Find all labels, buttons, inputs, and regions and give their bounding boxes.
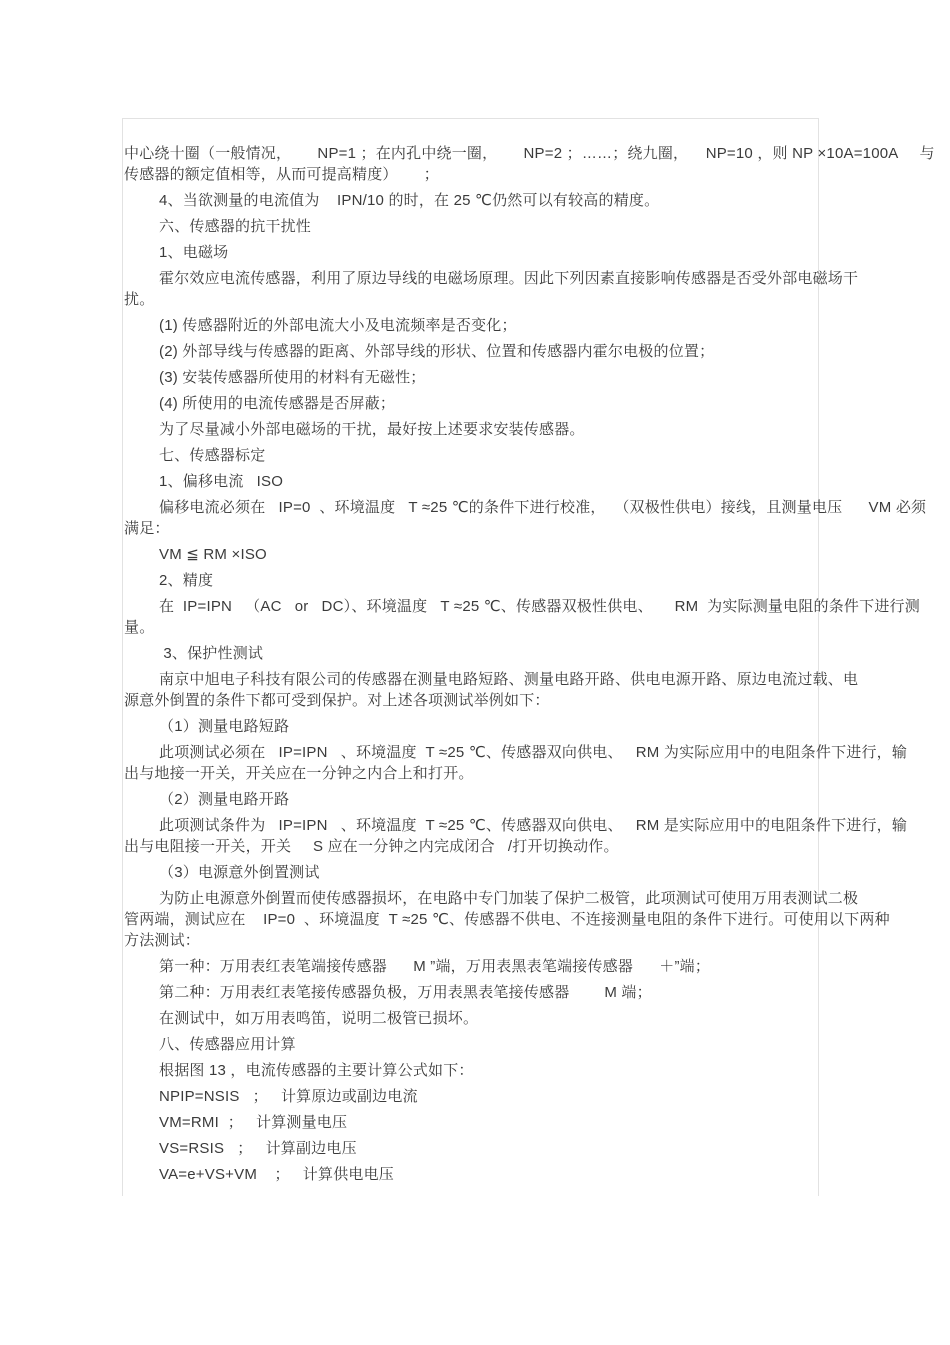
text-line: 量。 bbox=[124, 619, 155, 636]
text-line: VS=RSIS ； 计算副边电压 bbox=[159, 1140, 357, 1157]
text-line: 第一种：万用表红表笔端接传感器 M ”端，万用表黑表笔端接传感器 ＋”端； bbox=[159, 958, 711, 975]
document-body bbox=[124, 143, 935, 1185]
paragraph bbox=[124, 367, 818, 388]
paragraph bbox=[124, 982, 818, 1003]
paragraph bbox=[124, 596, 920, 638]
text-line: (2) 外部导线与传感器的距离、外部导线的形状、位置和传感器内霍尔电极的位置； bbox=[159, 343, 715, 360]
paragraph bbox=[124, 669, 859, 711]
text-line: 七、传感器标定 bbox=[159, 447, 266, 464]
text-line: 六、传感器的抗干扰性 bbox=[159, 218, 312, 235]
text-line: 偏移电流必须在 IP=0 、环境温度 T ≈25 ℃的条件下进行校准， （双极性供电）接线，且测量电压 VM 必须 bbox=[159, 499, 927, 516]
paragraph bbox=[124, 862, 818, 883]
text-line: 为了尽量减小外部电磁场的干扰，最好按上述要求安装传感器。 bbox=[159, 421, 585, 438]
text-line: 在 IP=IPN （AC or DC）、环境温度 T ≈25 ℃、传感器双极性供电、 RM 为实际测量电阻的条件下进行测 bbox=[159, 598, 920, 615]
paragraph bbox=[124, 570, 818, 591]
paragraph bbox=[124, 143, 935, 185]
text-line: 满足： bbox=[124, 520, 170, 537]
text-line: （3）电源意外倒置测试 bbox=[159, 864, 320, 881]
text-line: 为防止电源意外倒置而使传感器损坏，在电路中专门加装了保护二极管，此项测试可使用万用表测试二极 bbox=[159, 890, 859, 907]
paragraph bbox=[124, 242, 818, 263]
paragraph bbox=[124, 471, 818, 492]
paragraph bbox=[124, 1138, 818, 1159]
text-line: 方法测试： bbox=[124, 932, 201, 949]
text-line: VM ≦ RM ×ISO bbox=[159, 546, 267, 563]
text-line: 传感器的额定值相等，从而可提高精度） ； bbox=[124, 166, 440, 183]
text-line: 中心绕十圈（一般情况， NP=1 ；在内孔中绕一圈， NP=2 ；……；绕九圈， NP=10 ，则 NP ×10A=100A 与 bbox=[124, 145, 935, 162]
text-line: 1、电磁场 bbox=[159, 244, 229, 261]
text-line: 此项测试必须在 IP=IPN 、环境温度 T ≈25 ℃、传感器双向供电、 RM 为实际应用中的电阻条件下进行，输 bbox=[159, 744, 908, 761]
text-line: 4、当欲测量的电流值为 IPN/10 的时，在 25 ℃仍然可以有较高的精度。 bbox=[159, 192, 660, 209]
text-line: 霍尔效应电流传感器，利用了原边导线的电磁场原理。因此下列因素直接影响传感器是否受外部电磁场干 bbox=[159, 270, 859, 287]
paragraph bbox=[124, 419, 818, 440]
text-line: 在测试中，如万用表鸣笛，说明二极管已损坏。 bbox=[159, 1010, 479, 1027]
text-line: 八、传感器应用计算 bbox=[159, 1036, 296, 1053]
paragraph bbox=[124, 1086, 818, 1107]
text-line: （1）测量电路短路 bbox=[159, 718, 290, 735]
text-line: (1) 传感器附近的外部电流大小及电流频率是否变化； bbox=[159, 317, 517, 334]
paragraph bbox=[124, 1034, 818, 1055]
text-line: (4) 所使用的电流传感器是否屏蔽； bbox=[159, 395, 396, 412]
paragraph bbox=[124, 815, 908, 857]
paragraph bbox=[124, 268, 859, 310]
paragraph bbox=[124, 341, 818, 362]
paragraph bbox=[124, 1164, 818, 1185]
content-frame bbox=[122, 118, 935, 1196]
text-line: 出与地接一开关，开关应在一分钟之内合上和打开。 bbox=[124, 765, 474, 782]
text-line: 2、精度 bbox=[159, 572, 214, 589]
paragraph bbox=[124, 1060, 818, 1081]
text-line: 南京中旭电子科技有限公司的传感器在测量电路短路、测量电路开路、供电电源开路、原边电流过载、电 bbox=[159, 671, 859, 688]
text-line: 1、偏移电流 ISO bbox=[159, 473, 284, 490]
paragraph bbox=[124, 643, 818, 664]
paragraph bbox=[124, 888, 890, 951]
text-line: 管两端，测试应在 IP=0 、环境温度 T ≈25 ℃、传感器不供电、不连接测量电阻的条件下进行。可使用以下两种 bbox=[124, 911, 890, 928]
text-line: 根据图 13 ，电流传感器的主要计算公式如下： bbox=[159, 1062, 474, 1079]
text-line: 此项测试条件为 IP=IPN 、环境温度 T ≈25 ℃、传感器双向供电、 RM 是实际应用中的电阻条件下进行，输 bbox=[159, 817, 908, 834]
paragraph bbox=[124, 716, 818, 737]
paragraph bbox=[124, 956, 818, 977]
paragraph bbox=[124, 544, 818, 565]
text-line: （2）测量电路开路 bbox=[159, 791, 290, 808]
text-line: VM=RMI ； 计算测量电压 bbox=[159, 1114, 348, 1131]
paragraph bbox=[124, 315, 818, 336]
text-line: VA=e+VS+VM ； 计算供电电压 bbox=[159, 1166, 395, 1183]
paragraph bbox=[124, 216, 818, 237]
paragraph bbox=[124, 190, 818, 211]
text-line: 扰。 bbox=[124, 291, 155, 308]
text-line: 源意外倒置的条件下都可受到保护。对上述各项测试举例如下： bbox=[124, 692, 550, 709]
paragraph bbox=[124, 742, 908, 784]
text-line: 3、保护性测试 bbox=[159, 645, 264, 662]
text-line: (3) 安装传感器所使用的材料有无磁性； bbox=[159, 369, 426, 386]
paragraph bbox=[124, 445, 818, 466]
paragraph bbox=[124, 1112, 818, 1133]
text-line: 出与电阻接一开关，开关 S 应在一分钟之内完成闭合 /打开切换动作。 bbox=[124, 838, 619, 855]
text-line: 第二种：万用表红表笔接传感器负极，万用表黑表笔接传感器 M 端； bbox=[159, 984, 652, 1001]
paragraph bbox=[124, 497, 927, 539]
text-line: NPIP=NSIS ； 计算原边或副边电流 bbox=[159, 1088, 418, 1105]
paragraph bbox=[124, 393, 818, 414]
paragraph bbox=[124, 1008, 818, 1029]
paragraph bbox=[124, 789, 818, 810]
